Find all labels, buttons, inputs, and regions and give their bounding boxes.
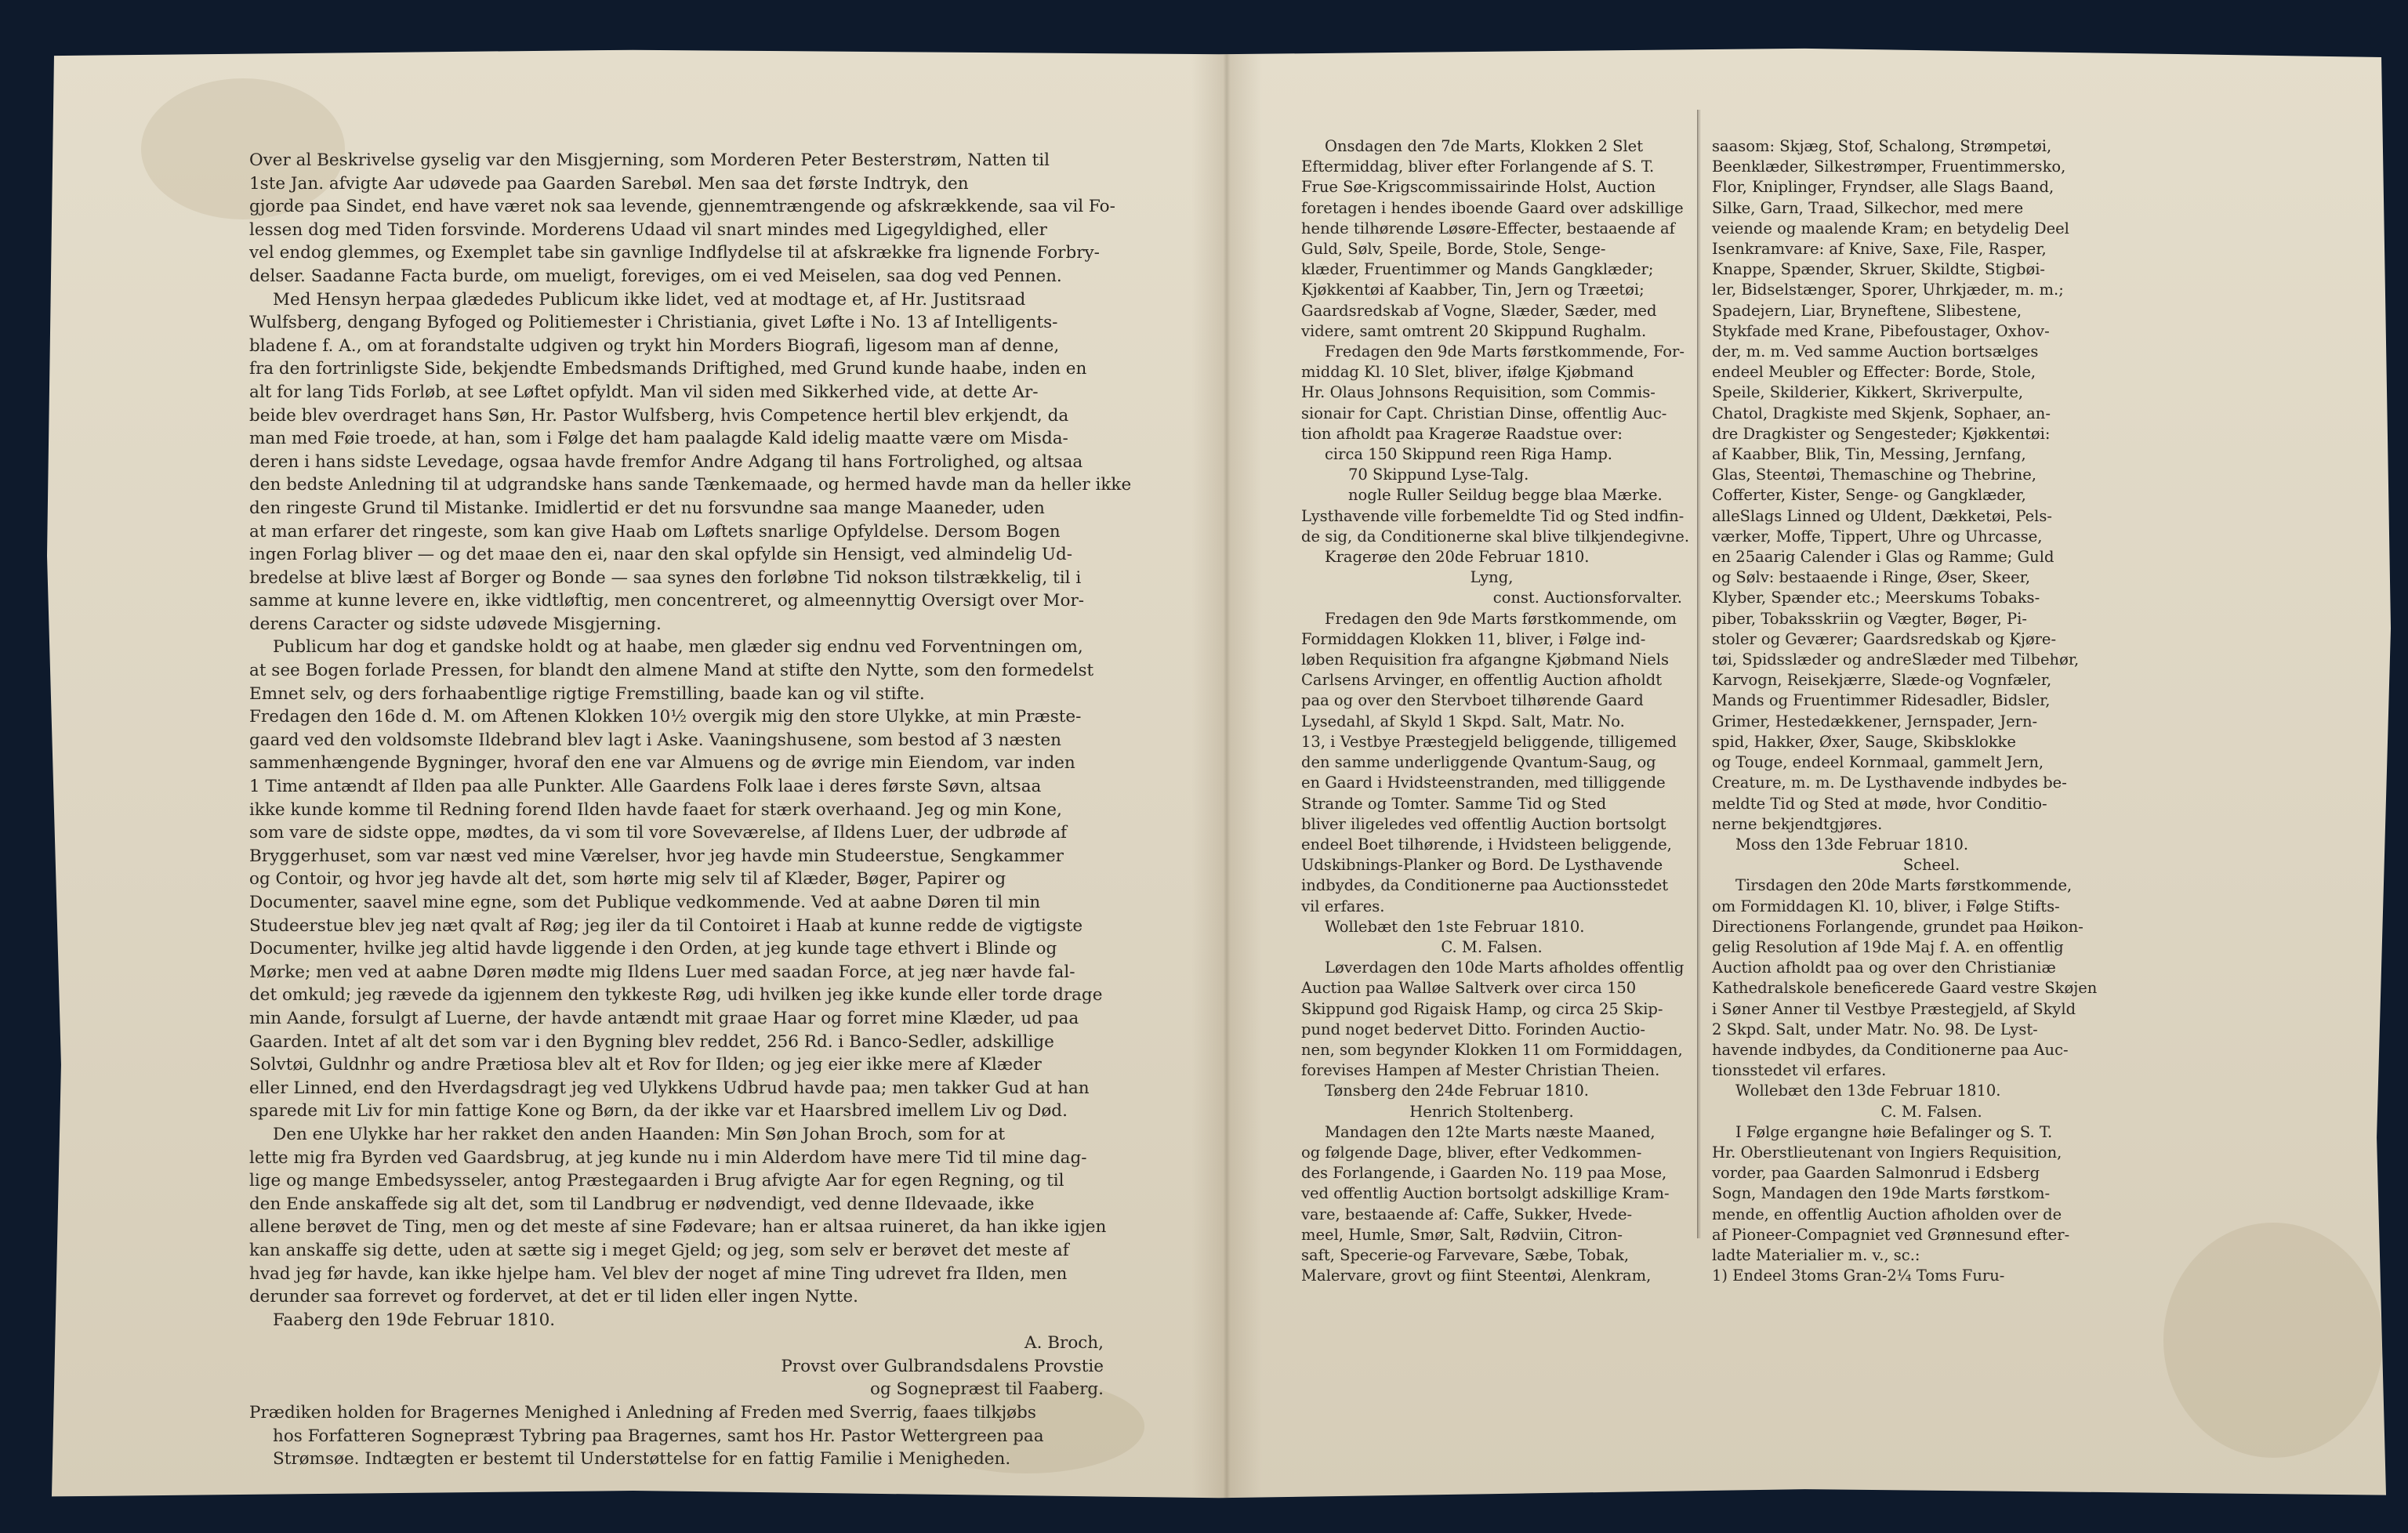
auction-line: middag Kl. 10 Slet, bliver, ifølge Kjøbmand xyxy=(1301,363,1634,382)
article-line: at see Bogen forlade Pressen, for blandt den almene Mand at stifte den Nytte, som den formedelst xyxy=(249,661,1094,681)
article-line: Bryggerhuset, som var næst ved mine Værelser, hvor jeg havde min Studeerstue, Sengkammer xyxy=(249,846,1064,866)
auction-line: Eftermiddag, bliver efter Forlangende af S. T. xyxy=(1301,158,1655,176)
auction-line: alleSlags Linned og Uldent, Dækketøi, Pels- xyxy=(1712,506,2052,525)
auction-line: Løverdagen den 10de Marts afholdes offentlig xyxy=(1325,959,1685,977)
article-line: at man erfarer det ringeste, som kan give Haab om Løftets snarlige Opfyldelse. Dersom Bogen xyxy=(249,521,1061,542)
article-line: den Ende anskaffede sig alt det, som til Landbrug er nødvendigt, ved denne Ildevaade, ikke xyxy=(249,1194,1035,1214)
auction-line: Mandagen den 12te Marts næste Maaned, xyxy=(1325,1122,1656,1141)
auction-line: tion afholdt paa Kragerøe Raadstue over: xyxy=(1301,424,1623,443)
auction-line: Creature, m. m. De Lysthavende indbydes be- xyxy=(1712,774,2067,792)
auction-line: Lyng, xyxy=(1470,568,1514,587)
auction-line: Fredagen den 9de Marts førstkommende, om xyxy=(1325,609,1677,628)
auction-line: piber, Tobaksskriin og Vægter, Bøger, Pi- xyxy=(1712,609,2027,628)
article-line: Den ene Ulykke har her rakket den anden Haanden: Min Søn Johan Broch, som for at xyxy=(273,1124,1006,1144)
auction-line: pund noget bedervet Ditto. Forinden Auctio- xyxy=(1301,1020,1645,1038)
auction-line: af Pioneer-Compagniet ved Grønnesund efter- xyxy=(1712,1225,2070,1244)
auction-line: forevises Hampen af Mester Christian Theien. xyxy=(1301,1061,1660,1080)
article-line: lette mig fra Byrden ved Gaardsbrug, at jeg kunde nu i min Alderdom have mere Tid til mine dag- xyxy=(249,1147,1087,1168)
auction-line: Lysthavende ville forbemeldte Tid og Sted indfin- xyxy=(1301,506,1685,525)
article-line: min Aande, forsulgt af Luerne, der havde antændt mit graae Haar og forret mine Klæder, ud paa xyxy=(249,1008,1079,1028)
auction-line: Klyber, Spænder etc.; Meerskums Tobaks- xyxy=(1712,589,2040,607)
auction-line: sionair for Capt. Christian Dinse, offentlig Auc- xyxy=(1301,404,1667,422)
auction-line: ved offentlig Auction bortsolgt adskillige Kram- xyxy=(1301,1184,1670,1203)
auction-line: Moss den 13de Februar 1810. xyxy=(1735,835,1969,853)
notice-line: Strømsøe. Indtægten er bestemt til Understøttelse for en fattig Familie i Menigheden. xyxy=(273,1449,1011,1470)
auction-line: indbydes, da Conditionerne paa Auctionsstedet xyxy=(1301,876,1669,895)
article-line: samme at kunne levere en, ikke vidtløftig, men concentreret, og almeennyttig Oversigt over Mor- xyxy=(249,591,1084,611)
auction-line: Tønsberg den 24de Februar 1810. xyxy=(1325,1082,1589,1100)
left-page-column xyxy=(249,149,1132,1470)
auction-line: og følgende Dage, bliver, efter Vedkommen- xyxy=(1301,1143,1642,1162)
signature-title: og Sognepræst til Faaberg. xyxy=(870,1379,1104,1400)
auction-line: Wollebæt den 13de Februar 1810. xyxy=(1735,1082,2001,1100)
article-line: sparede mit Liv for min fattige Kone og Børn, da der ikke var et Haarsbred imellem Liv og Død. xyxy=(249,1101,1068,1122)
article-line: Documenter, saavel mine egne, som det Publique vedkommende. Ved at aabne Døren til min xyxy=(249,893,1041,912)
auction-line: en Gaard i Hvidsteenstranden, med tilliggende xyxy=(1301,774,1666,792)
auction-line: Speile, Skilderier, Kikkert, Skriverpulte, xyxy=(1712,383,2024,402)
auction-line: Kragerøe den 20de Februar 1810. xyxy=(1325,548,1590,567)
right-column xyxy=(1712,136,2151,1367)
article-line: Wulfsberg, dengang Byfoged og Politiemester i Christiania, givet Løfte i No. 13 af Intelligents- xyxy=(249,313,1058,333)
article-line: Mørke; men ved at aabne Døren mødte mig Ildens Luer med saadan Force, at jeg nær havde fal- xyxy=(249,962,1075,982)
auction-line: havende indbydes, da Conditionerne paa Auc- xyxy=(1712,1040,2069,1059)
auction-line: Isenkramvare: af Knive, Saxe, File, Rasper, xyxy=(1712,240,2047,259)
article-line: delser. Saadanne Facta burde, om mueligt, foreviges, om ei ved Meiselen, saa dog ved Pennen. xyxy=(249,266,1062,286)
auction-line: Karvogn, Reisekjærre, Slæde-og Vognfæler, xyxy=(1712,671,2052,690)
article-line: man med Føie troede, at han, som i Følge det ham paalagde Kald idelig maatte være om Misda- xyxy=(249,429,1068,449)
auction-line: Knappe, Spænder, Skruer, Skildte, Stigbøi- xyxy=(1712,260,2046,279)
auction-line: spid, Hakker, Øxer, Sauge, Skibsklokke xyxy=(1712,732,2016,751)
auction-line: hende tilhørende Løsøre-Effecter, bestaaende af xyxy=(1301,219,1675,237)
auction-line: Frue Søe-Krigscommissairinde Holst, Auction xyxy=(1301,178,1656,197)
auction-line: des Forlangende, i Gaarden No. 119 paa Mose, xyxy=(1301,1164,1667,1183)
auction-line: Gaardsredskab af Vogne, Slæder, Sæder, med xyxy=(1301,301,1657,320)
auction-line: const. Auctionsforvalter. xyxy=(1492,589,1682,607)
article-line: alt for lang Tids Forløb, at see Løftet opfyldt. Man vil siden med Sikkerhed vide, at dette Ar- xyxy=(249,382,1039,402)
auction-line: om Formiddagen Kl. 10, bliver, i Følge Stifts- xyxy=(1712,897,2060,915)
auction-line: endeel Boet tilhørende, i Hvidsteen beliggende, xyxy=(1301,835,1672,853)
auction-line: vil erfares. xyxy=(1301,897,1385,915)
article-line: ikke kunde komme til Redning forend Ilden havde faaet for stærk overhaand. Jeg og min Kone, xyxy=(249,799,1062,820)
auction-line: Tirsdagen den 20de Marts førstkommende, xyxy=(1735,876,2073,895)
auction-line: Glas, Steentøi, Themaschine og Thebrine, xyxy=(1712,466,2036,484)
article-line: gaard ved den voldsomste Ildebrand blev lagt i Aske. Vaaningshusene, som bestod af 3 næsten xyxy=(249,730,1061,750)
auction-line: tøi, Spidsslæder og andreSlæder med Tilbehør, xyxy=(1712,651,2080,669)
auction-line: Henrich Stoltenberg. xyxy=(1409,1102,1574,1121)
auction-line: endeel Meubler og Effecter: Borde, Stole, xyxy=(1712,363,2036,382)
auction-line: nen, som begynder Klokken 11 om Formiddagen, xyxy=(1301,1040,1683,1059)
article-line: Fredagen den 16de d. M. om Aftenen Klokken 10½ overgik mig den store Ulykke, at min Præste- xyxy=(249,707,1082,727)
article-line: det omkuld; jeg rævede da igjennem den tykkeste Røg, udi hvilken jeg ikke kunde eller torde drage xyxy=(249,985,1103,1006)
auction-line: Spadejern, Liar, Bryneftene, Slibestene, xyxy=(1712,301,2022,320)
article-line: Over al Beskrivelse gyselig var den Misgjerning, som Morderen Peter Besterstrøm, Natten til xyxy=(249,150,1050,170)
center-fold xyxy=(1191,47,1262,1501)
auction-line: 70 Skippund Lyse-Talg. xyxy=(1348,466,1529,484)
auction-line: tionsstedet vil erfares. xyxy=(1712,1061,1887,1080)
article-line: beide blev overdraget hans Søn, Hr. Pastor Wulfsberg, hvis Competence hertil blev erkjendt, da xyxy=(249,405,1069,426)
auction-line: saft, Specerie-og Farvevare, Sæbe, Tobak, xyxy=(1301,1245,1630,1264)
auction-line: Auction afholdt paa og over den Christianiæ xyxy=(1712,959,2056,977)
auction-line: nerne bekjendtgjøres. xyxy=(1712,814,1883,833)
auction-line: Kjøkkentøi af Kaabber, Tin, Jern og Træetøi; xyxy=(1301,281,1645,299)
auction-line: Auction paa Walløe Saltverk over circa 150 xyxy=(1301,979,1637,998)
auction-line: foretagen i hendes iboende Gaard over adskillige xyxy=(1301,198,1684,217)
article-line: Publicum har dog et gandske holdt og at haabe, men glæder sig endnu ved Forventningen om, xyxy=(273,637,1083,658)
auction-line: ler, Bidselstænger, Sporer, Uhrkjæder, m. m.; xyxy=(1712,281,2064,299)
auction-line: Flor, Kniplinger, Fryndser, alle Slags Baand, xyxy=(1712,178,2054,197)
auction-line: meel, Humle, Smør, Salt, Rødviin, Citron- xyxy=(1301,1225,1623,1244)
article-line: ingen Forlag bliver — og det maae den ei, naar den skal opfylde sin Hensigt, ved almindelig Ud- xyxy=(249,545,1073,565)
article-line: fra den fortrinligste Side, bekjendte Embedsmands Driftighed, med Grund kunde haabe, inden en xyxy=(249,359,1087,379)
auction-line: mende, en offentlig Auction afholden over de xyxy=(1712,1205,2062,1223)
auction-line: Lysedahl, af Skyld 1 Skpd. Salt, Matr. No. xyxy=(1301,712,1625,730)
auction-line: Silke, Garn, Traad, Silkechor, med mere xyxy=(1712,198,2024,217)
column-rule xyxy=(1697,110,1699,1238)
article-line: som vare de sidste oppe, mødtes, da vi som til vore Soveværelse, af Ildens Luer, der udbrøde af xyxy=(249,823,1067,843)
auction-line: og Sølv: bestaaende i Ringe, Øser, Skeer, xyxy=(1712,568,2031,587)
auction-line: Udskibnings-Planker og Bord. De Lysthavende xyxy=(1301,856,1663,875)
article-line: Gaarden. Intet af alt det som var i den Bygning blev reddet, 256 Rd. i Banco-Sedler, adskillige xyxy=(249,1031,1054,1052)
article-line: Solvtøi, Guldnhr og andre Prætiosa blev alt et Rov for Ilden; og jeg eier ikke mere af Klæder xyxy=(249,1055,1042,1075)
article-line: den ringeste Grund til Mistanke. Imidlertid er det nu forsvundne saa mange Maaneder, uden xyxy=(249,498,1045,518)
article-line: eller Linned, end den Hverdagsdragt jeg ved Ulykkens Udbrud havde paa; men takker Gud at han xyxy=(249,1078,1090,1098)
auction-line: Chatol, Dragkiste med Skjenk, Sophaer, an- xyxy=(1712,404,2051,422)
auction-line: Sogn, Mandagen den 19de Marts førstkom- xyxy=(1712,1184,2051,1203)
auction-line: i Søner Anner til Vestbye Præstegjeld, af Skyld xyxy=(1712,999,2076,1018)
auction-line: gelig Resolution af 19de Maj f. A. en offentlig xyxy=(1712,937,2064,956)
auction-line: de sig, da Conditionerne skal blive tilkjendegivne. xyxy=(1301,527,1690,545)
article-line: Med Hensyn herpaa glædedes Publicum ikke lidet, ved at modtage et, af Hr. Justitsraad xyxy=(273,289,1026,310)
auction-line: Mands og Fruentimmer Ridesadler, Bidsler, xyxy=(1712,691,2051,710)
auction-line: Kathedralskole beneficerede Gaard vestre Skøjen xyxy=(1712,979,2098,998)
auction-line: en 25aarig Calender i Glas og Ramme; Guld xyxy=(1712,548,2054,567)
article-line: og Contoir, og hvor jeg havde alt det, som hørte mig selv til af Klæder, Bøger, Papirer og xyxy=(249,869,1006,890)
auction-line: I Følge ergangne høie Befalinger og S. T. xyxy=(1735,1122,2053,1141)
auction-line: 2 Skpd. Salt, under Matr. No. 98. De Lyst- xyxy=(1712,1020,2038,1038)
article-line: bladene f. A., om at forandstalte udgiven og trykt hin Morders Biografi, ligesom man af denne, xyxy=(249,335,1060,356)
auction-line: bliver iligeledes ved offentlig Auction bortsolgt xyxy=(1301,814,1666,833)
auction-line: dre Dragkister og Sengesteder; Kjøkkentøi: xyxy=(1712,424,2051,443)
article-line: allene berøvet de Ting, men og det meste af sine Fødevare; han er altsaa ruineret, da han ikke igjen xyxy=(249,1217,1107,1238)
column-rule xyxy=(1699,110,1700,1238)
auction-line: Scheel. xyxy=(1902,856,1960,875)
auction-line: 1) Endeel 3toms Gran-2¼ Toms Furu- xyxy=(1712,1267,2005,1285)
auction-line: løben Requisition fra afgangne Kjøbmand Niels xyxy=(1301,651,1669,669)
auction-line: meldte Tid og Sted at møde, hvor Conditio- xyxy=(1712,794,2047,813)
auction-line: Guld, Sølv, Speile, Borde, Stole, Senge- xyxy=(1301,240,1606,259)
auction-line: C. M. Falsen. xyxy=(1441,937,1543,956)
auction-line: Wollebæt den 1ste Februar 1810. xyxy=(1325,917,1585,936)
auction-line: Directionens Forlangende, grundet paa Høikon- xyxy=(1712,917,2083,936)
auction-line: Grimer, Hestedækkener, Jernspader, Jern- xyxy=(1712,712,2038,730)
article-line: 1ste Jan. afvigte Aar udøvede paa Gaarden Sarebøl. Men saa det første Indtryk, den xyxy=(249,173,969,194)
notice-line: Prædiken holden for Bragernes Menighed i Anledning af Freden med Sverrig, faaes tilkjøbs xyxy=(249,1403,1036,1423)
auction-line: den samme underliggende Qvantum-Saug, og xyxy=(1301,753,1656,772)
auction-line: Hr. Oberstlieutenant von Ingiers Requisition, xyxy=(1712,1143,2062,1162)
middle-column xyxy=(1301,136,1690,1367)
auction-line: stoler og Geværer; Gaardsredskab og Kjøre- xyxy=(1712,629,2057,648)
paper-stain xyxy=(2163,1223,2383,1458)
auction-line: Skippund god Rigaisk Hamp, og circa 25 Skip- xyxy=(1301,999,1663,1018)
article-line: gjorde paa Sindet, end have været nok saa levende, gjennemtrængende og afskrækkende, saa vil Fo- xyxy=(249,197,1115,217)
article-line: den bedste Anledning til at udgrandske hans sande Tænkemaade, og hermed havde man da heller ikke xyxy=(249,475,1132,495)
auction-line: Beenklæder, Silkestrømper, Fruentimmersko, xyxy=(1712,158,2066,176)
auction-line: Stykfade med Krane, Pibefoustager, Oxhov- xyxy=(1712,321,2050,340)
auction-line: af Kaabber, Blik, Tin, Messing, Jernfang, xyxy=(1712,445,2026,464)
auction-line: veiende og maalende Kram; en betydelig Deel xyxy=(1712,219,2069,237)
signature: A. Broch, xyxy=(1024,1333,1104,1354)
article-line: 1 Time antændt af Ilden paa alle Punkter. Alle Gaardens Folk laae i deres første Søvn, altsaa xyxy=(249,777,1042,797)
auction-line: der, m. m. Ved samme Auction bortsælges xyxy=(1712,342,2039,361)
article-line: sammenhængende Bygninger, hvoraf den ene var Almuens og de øvrige min Eiendom, var inden xyxy=(249,753,1075,774)
article-line: hvad jeg før havde, kan ikke hjelpe ham. Vel blev der noget af mine Ting udrevet fra Ilden, men xyxy=(249,1263,1068,1284)
auction-line: vare, bestaaende af: Caffe, Sukker, Hvede- xyxy=(1301,1205,1633,1223)
article-line: vel endog glemmes, og Exemplet tabe sin gavnlige Indflydelse til at afskrække fra lignende Forbry- xyxy=(249,243,1100,263)
auction-line: videre, samt omtrent 20 Skippund Rughalm. xyxy=(1301,321,1647,340)
auction-line: Onsdagen den 7de Marts, Klokken 2 Slet xyxy=(1325,137,1644,155)
auction-line: Malervare, grovt og fiint Steentøi, Alenkram, xyxy=(1301,1267,1652,1285)
auction-line: Formiddagen Klokken 11, bliver, i Følge ind- xyxy=(1301,629,1646,648)
auction-line: vorder, paa Gaarden Salmonrud i Edsberg xyxy=(1712,1164,2040,1183)
article-line: Studeerstue blev jeg næt qvalt af Røg; jeg iler da til Contoiret i Haab at kunne redde de vigtigste xyxy=(249,915,1083,936)
article-line: bredelse at blive læst af Borger og Bonde — saa synes den forløbne Tid nokson tilstrækkelig, til i xyxy=(249,567,1082,588)
auction-line: saasom: Skjæg, Stof, Schalong, Strømpetøi, xyxy=(1712,137,2052,155)
article-line: Documenter, hvilke jeg altid havde liggende i den Orden, at jeg kunde tage ethvert i Blinde og xyxy=(249,939,1057,959)
dateline: Faaberg den 19de Februar 1810. xyxy=(273,1310,556,1330)
article-line: lessen dog med Tiden forsvinde. Morderens Udaad vil snart mindes med Ligegyldighed, eller xyxy=(249,219,1047,240)
article-line: deren i hans sidste Levedage, ogsaa havde fremfor Andre Adgang til hans Fortrolighed, og altsaa xyxy=(249,451,1083,472)
auction-line: Cofferter, Kister, Senge- og Gangklæder, xyxy=(1712,486,2026,505)
auction-line: 13, i Vestbye Præstegjeld beliggende, tilligemed xyxy=(1301,732,1677,751)
auction-line: klæder, Fruentimmer og Mands Gangklæder; xyxy=(1301,260,1654,279)
article-line: derens Caracter og sidste udøvede Misgjerning. xyxy=(249,614,662,634)
article-line: Emnet selv, og ders forhaabentlige rigtige Fremstilling, baade kan og vil stifte. xyxy=(249,683,925,704)
auction-line: Carlsens Arvinger, en offentlig Auction afholdt xyxy=(1301,671,1663,690)
article-line: kan anskaffe sig dette, uden at sætte sig i meget Gjeld; og jeg, som selv er berøvet det meste af xyxy=(249,1240,1069,1260)
auction-line: Hr. Olaus Johnsons Requisition, som Commis- xyxy=(1301,383,1656,402)
auction-line: nogle Ruller Seildug begge blaa Mærke. xyxy=(1348,486,1663,505)
article-line: lige og mange Embedsysseler, antog Præstegaarden i Brug afvigte Aar for egen Regning, og til xyxy=(249,1171,1064,1191)
auction-line: værker, Moffe, Tippert, Uhre og Uhrcasse, xyxy=(1712,527,2043,545)
auction-line: Fredagen den 9de Marts førstkommende, For- xyxy=(1325,342,1685,361)
auction-line: C. M. Falsen. xyxy=(1880,1102,1982,1121)
auction-line: paa og over den Stervboet tilhørende Gaard xyxy=(1301,691,1644,710)
notice-line: hos Forfatteren Sognepræst Tybring paa Bragernes, samt hos Hr. Pastor Wettergreen paa xyxy=(273,1426,1044,1446)
auction-line: ladte Materialier m. v., sc.: xyxy=(1712,1245,1920,1264)
article-line: derunder saa forrevet og fordervet, at det er til liden eller ingen Nytte. xyxy=(249,1287,858,1307)
auction-line: og Touge, endeel Kornmaal, gammelt Jern, xyxy=(1712,753,2044,772)
auction-line: Strande og Tomter. Samme Tid og Sted xyxy=(1301,794,1607,813)
signature-title: Provst over Gulbrandsdalens Provstie xyxy=(781,1356,1104,1376)
auction-line: circa 150 Skippund reen Riga Hamp. xyxy=(1325,445,1613,464)
